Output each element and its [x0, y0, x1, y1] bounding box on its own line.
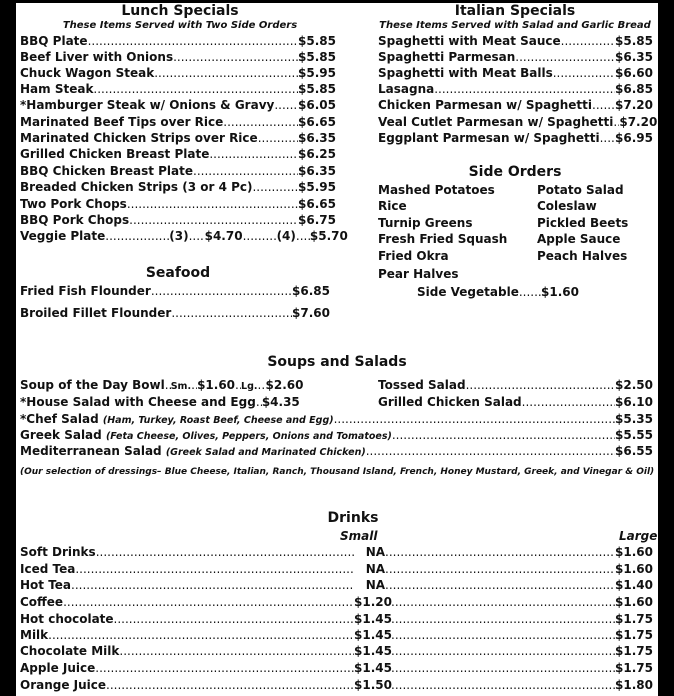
side-item: Apple Sauce: [537, 232, 621, 246]
large-column-header: Large: [619, 529, 658, 543]
drink-row: Orange Juice ..... $1.50 ..... $1.80: [20, 678, 653, 694]
side-item: Pickled Beets: [537, 216, 629, 230]
menu-item: *Chef Salad (Ham, Turkey, Roast Beef, Cheese and Egg) ..... $5.35: [20, 412, 653, 428]
menu-item: Beef Liver with Onions ..... $5.85: [20, 50, 336, 66]
menu-item: Fried Fish Flounder ..... $6.85: [20, 284, 330, 300]
menu-item: Marinated Beef Tips over Rice ..... $6.65: [20, 115, 336, 131]
drinks-title: Drinks: [327, 510, 379, 526]
menu-item: Grilled Chicken Salad ..... $6.10: [378, 395, 653, 411]
side-item: Coleslaw: [537, 199, 597, 213]
drink-row: Coffee ..... $1.20 ..... $1.60: [20, 595, 653, 611]
menu-item: Veal Cutlet Parmesan w/ Spaghetti ..... $7.20: [378, 115, 653, 131]
side-item: Potato Salad: [537, 183, 624, 197]
menu-item: Spaghetti Parmesan ..... $6.35: [378, 50, 653, 66]
side-item: Rice: [378, 199, 407, 213]
side-item: Fresh Fried Squash: [378, 232, 508, 246]
drink-row: Chocolate Milk ..... $1.45 ..... $1.75: [20, 644, 653, 660]
menu-item: Eggplant Parmesan w/ Spaghetti ..... $6.95: [378, 131, 653, 147]
menu-item: Tossed Salad ..... $2.50: [378, 378, 653, 394]
drink-row: Iced Tea ..... NA ..... $1.60: [20, 562, 653, 578]
side-item: Fried Okra: [378, 249, 449, 263]
menu-item: Ham Steak ..... $5.85: [20, 82, 336, 98]
menu-item: BBQ Chicken Breast Plate ..... $6.35: [20, 164, 336, 180]
drink-row: Apple Juice ..... $1.45 ..... $1.75: [20, 661, 653, 677]
drink-row: Soft Drinks ..... NA ..... $1.60: [20, 545, 653, 561]
menu-item: Marinated Chicken Strips over Rice ..... $6.35: [20, 131, 336, 147]
menu-item: Broiled Fillet Flounder ..... $7.60: [20, 306, 330, 322]
right-border: [658, 0, 674, 696]
dressings-note: (Our selection of dressings– Blue Cheese, Italian, Ranch, Thousand Island, French, Honey Mustard, Greek, and Vinegar & Oil): [20, 467, 655, 477]
drink-row: Milk ..... $1.45 ..... $1.75: [20, 628, 653, 644]
menu-item: *House Salad with Cheese and Egg ..... $4.35: [20, 395, 296, 411]
menu-item: Spaghetti with Meat Balls ..... $6.60: [378, 66, 653, 82]
lunch-subtitle: These Items Served with Two Side Orders: [62, 20, 298, 31]
veggie-plate-row: Veggie Plate ..... (3) ..... $4.70 ..... (4) ..... $5.70: [20, 229, 336, 245]
small-column-header: Small: [340, 529, 378, 543]
lunch-title: Lunch Specials: [121, 3, 239, 19]
soups-title: Soups and Salads: [267, 354, 407, 370]
side-item: Mashed Potatoes: [378, 183, 495, 197]
side-vegetable-row: Side Vegetable ..... $1.60: [417, 285, 579, 301]
menu-item: *Hamburger Steak w/ Onions & Gravy ..... $6.05: [20, 98, 336, 114]
menu-item: BBQ Pork Chops ..... $6.75: [20, 213, 336, 229]
menu-item: Greek Salad (Feta Cheese, Olives, Peppers, Onions and Tomatoes) ..... $5.55: [20, 428, 653, 444]
menu-item: Chicken Parmesan w/ Spaghetti ..... $7.20: [378, 98, 653, 114]
menu-item: Breaded Chicken Strips (3 or 4 Pc) ..... $5.95: [20, 180, 336, 196]
menu-item: BBQ Plate ..... $5.85: [20, 34, 336, 50]
sides-title: Side Orders: [468, 164, 562, 180]
left-border: [0, 0, 16, 696]
soup-row: Soup of the Day Bowl ..... Sm. ..... $1.60 ..... Lg. ..... $2.60: [20, 378, 296, 394]
side-item: Pear Halves: [378, 267, 459, 281]
menu-item: Grilled Chicken Breast Plate ..... $6.25: [20, 147, 336, 163]
menu-item: Spaghetti with Meat Sauce ..... $5.85: [378, 34, 653, 50]
menu-item: Two Pork Chops ..... $6.65: [20, 197, 336, 213]
menu-item: Mediterranean Salad (Greek Salad and Marinated Chicken) ..... $6.55: [20, 444, 653, 460]
menu-item: Chuck Wagon Steak ..... $5.95: [20, 66, 336, 82]
seafood-title: Seafood: [145, 265, 211, 281]
menu-item: Lasagna ..... $6.85: [378, 82, 653, 98]
side-item: Turnip Greens: [378, 216, 473, 230]
drink-row: Hot Tea ..... NA ..... $1.40: [20, 578, 653, 594]
italian-subtitle: These Items Served with Salad and Garlic Bread: [379, 20, 651, 31]
italian-title: Italian Specials: [454, 3, 576, 19]
drink-row: Hot chocolate ..... $1.45 ..... $1.75: [20, 612, 653, 628]
side-item: Peach Halves: [537, 249, 628, 263]
